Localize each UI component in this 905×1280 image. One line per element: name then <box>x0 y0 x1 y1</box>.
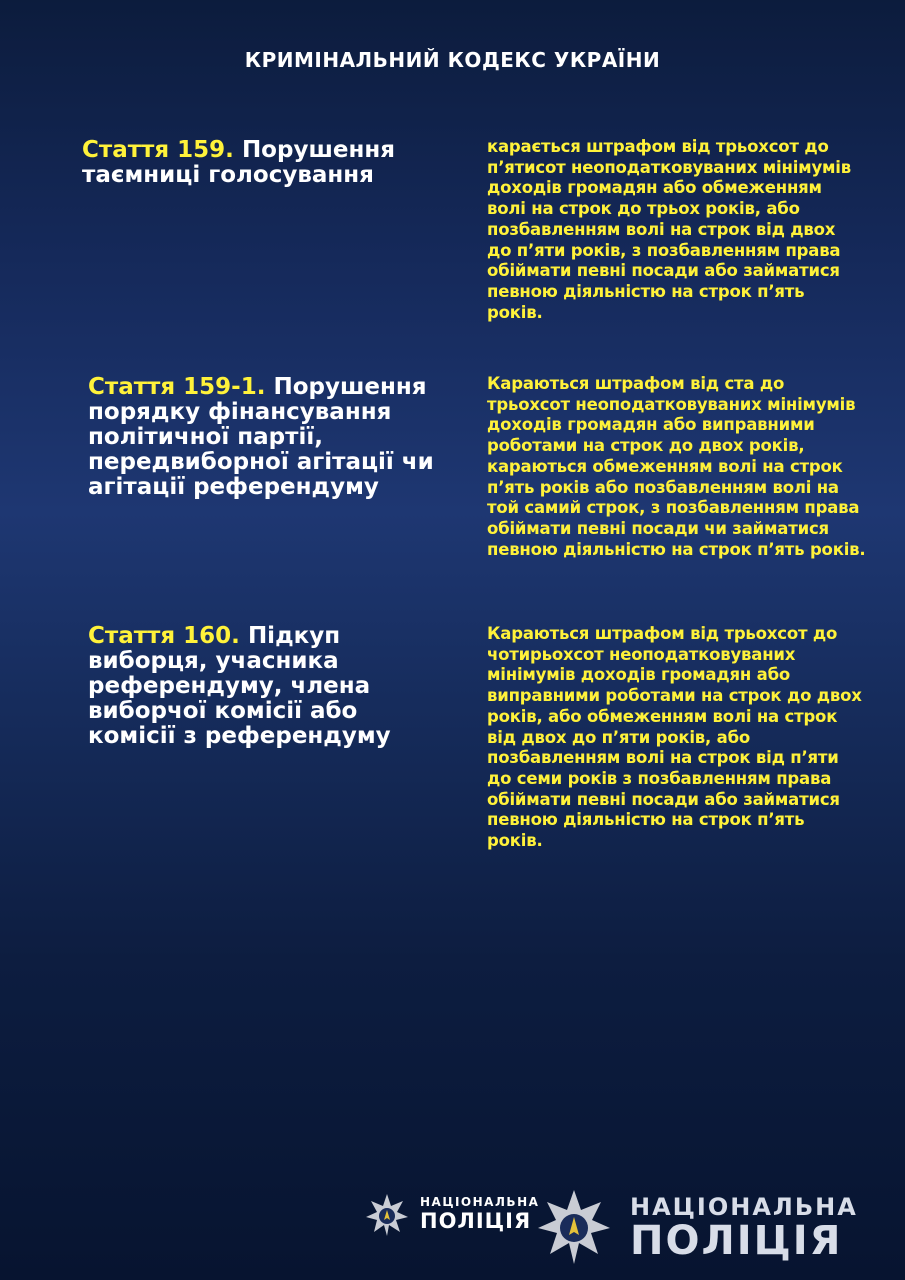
article-name: Порушення таємниці голосування <box>82 137 396 188</box>
article-159-penalty: карається штрафом від трьохсот до п’ятисот неоподатковуваних мінімумів доходів громадян або обмеженням волі на строк до трьох років, або позбавленням волі на строк від двох до п’яти років, з позбавленням права обіймати певні посади або займатися певною діяльністю на строк п’ять років. <box>487 137 851 322</box>
article-name: Підкуп виборця, учасника референдуму, члена виборчої комісії або комісії з референдуму <box>88 623 391 749</box>
logo-small-line2: ПОЛІЦІЯ <box>420 1209 532 1233</box>
article-159-1-title <box>88 375 453 500</box>
police-star-icon <box>536 1188 612 1266</box>
article-160-title <box>88 624 418 749</box>
article-name: Порушення порядку фінансування політичної партії, передвиборної агітації чи агітації референдуму <box>88 374 434 500</box>
police-logo-large <box>536 1188 612 1266</box>
article-number: Стаття 160. <box>88 623 240 649</box>
article-160-penalty: Караються штрафом від трьохсот до чотирьохсот неоподатковуваних мінімумів доходів громадян або виправними роботами на строк до двох років, або обмеженням волі на строк від двох до п’яти років, або позбавленням волі на строк від п’яти до семи років з позбавленням права обіймати певні посади або займатися певною діяльністю на строк п’ять років. <box>487 624 862 851</box>
logo-large-line2: ПОЛІЦІЯ <box>630 1218 843 1264</box>
police-logo-small <box>364 1192 410 1238</box>
page-title: КРИМІНАЛЬНИЙ КОДЕКС УКРАЇНИ <box>244 48 661 72</box>
logo-large-line1: НАЦІОНАЛЬНА <box>630 1193 858 1221</box>
article-number: Стаття 159. <box>82 137 234 163</box>
article-number: Стаття 159-1. <box>88 374 266 400</box>
article-159-1-penalty: Караються штрафом від ста до трьохсот неоподатковуваних мінімумів доходів громадян або виправними роботами на строк до двох років, караються обмеженням волі на строк п’ять років або позбавленням волі на той самий строк, з позбавленням права обіймати певні посади чи займатися певною діяльністю на строк п’ять років. <box>487 374 866 559</box>
police-star-icon <box>364 1192 410 1238</box>
article-159-title <box>82 138 442 188</box>
logo-small-line1: НАЦІОНАЛЬНА <box>420 1195 540 1209</box>
